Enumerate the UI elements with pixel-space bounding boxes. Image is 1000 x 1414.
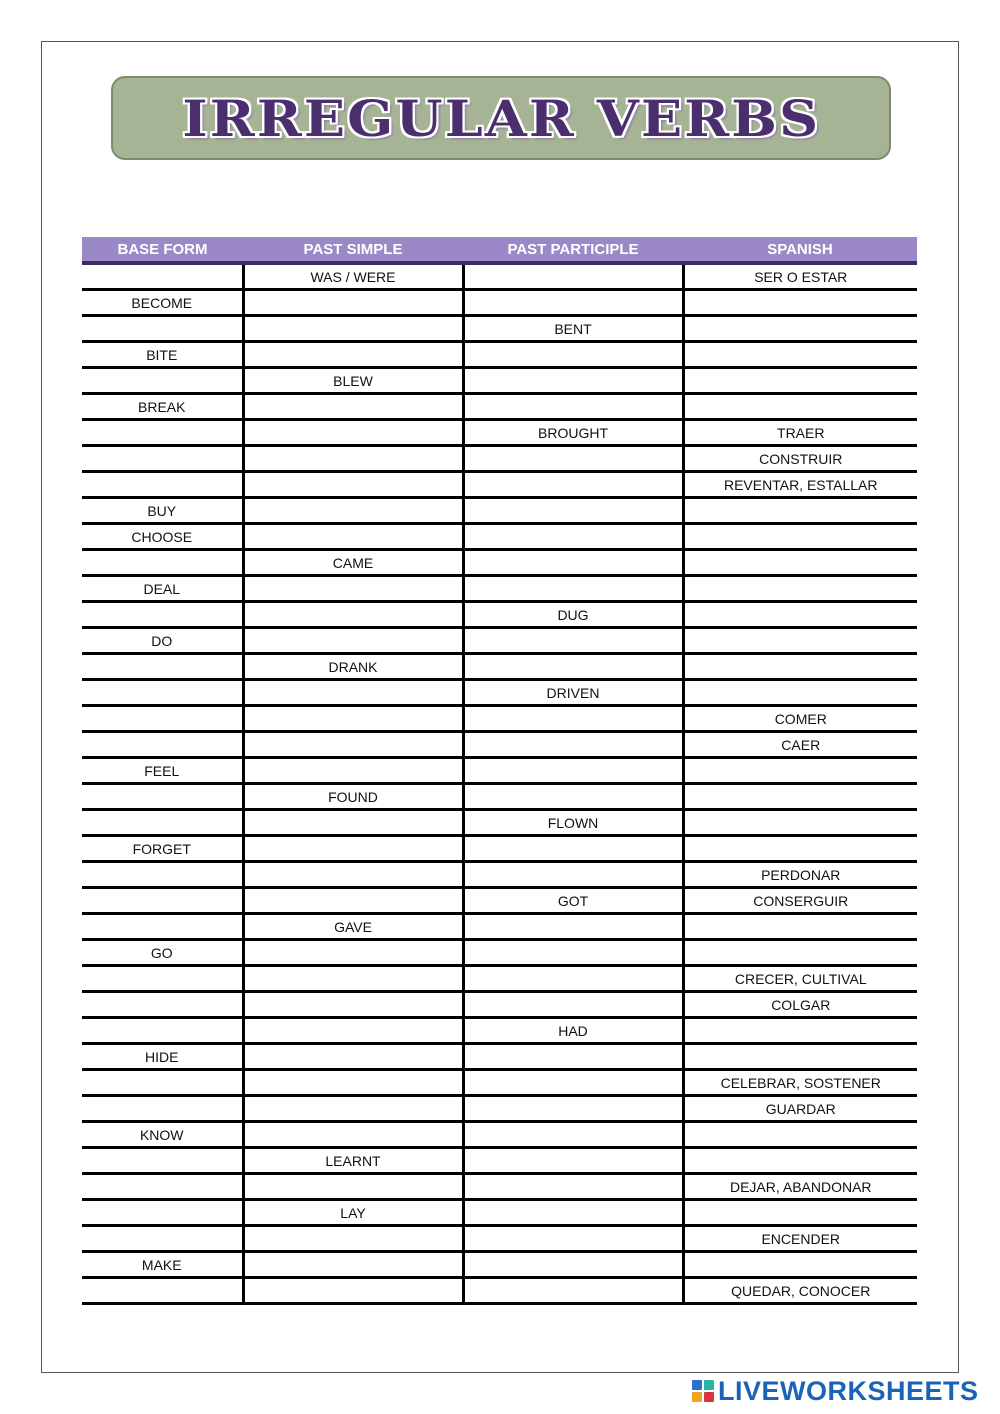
spanish-cell[interactable] <box>683 498 917 524</box>
base-form-cell: FORGET <box>82 836 243 862</box>
spanish-cell[interactable] <box>683 940 917 966</box>
base-form-cell[interactable] <box>82 1096 243 1122</box>
base-form-cell[interactable] <box>82 680 243 706</box>
past-simple-cell[interactable] <box>243 394 463 420</box>
spanish-cell: TRAER <box>683 420 917 446</box>
spanish-cell[interactable] <box>683 550 917 576</box>
spanish-cell[interactable] <box>683 1122 917 1148</box>
spanish-cell[interactable] <box>683 394 917 420</box>
past-participle-cell[interactable] <box>463 1070 683 1096</box>
spanish-cell[interactable] <box>683 628 917 654</box>
table-header-row <box>82 237 917 263</box>
table-row <box>82 862 917 888</box>
past-participle-cell[interactable] <box>463 446 683 472</box>
past-simple-cell[interactable] <box>243 862 463 888</box>
table-row <box>82 1226 917 1252</box>
past-participle-cell[interactable] <box>463 368 683 394</box>
base-form-cell[interactable] <box>82 1174 243 1200</box>
spanish-cell: SER O ESTAR <box>683 263 917 290</box>
past-simple-cell[interactable] <box>243 602 463 628</box>
base-form-cell[interactable] <box>82 654 243 680</box>
past-participle-cell[interactable] <box>463 1174 683 1200</box>
base-form-cell[interactable] <box>82 368 243 394</box>
base-form-cell[interactable] <box>82 966 243 992</box>
table-row <box>82 732 917 758</box>
spanish-cell: COMER <box>683 706 917 732</box>
past-participle-cell: GOT <box>463 888 683 914</box>
table-row <box>82 576 917 602</box>
past-simple-cell[interactable] <box>243 316 463 342</box>
spanish-cell: GUARDAR <box>683 1096 917 1122</box>
table-row <box>82 654 917 680</box>
base-form-cell[interactable] <box>82 472 243 498</box>
base-form-cell[interactable] <box>82 316 243 342</box>
past-simple-cell[interactable] <box>243 1018 463 1044</box>
spanish-cell[interactable] <box>683 914 917 940</box>
header-past-participle: PAST PARTICIPLE <box>463 237 683 263</box>
spanish-cell: CRECER, CULTIVAL <box>683 966 917 992</box>
past-participle-cell[interactable] <box>463 836 683 862</box>
past-participle-cell[interactable] <box>463 628 683 654</box>
past-simple-cell: LAY <box>243 1200 463 1226</box>
past-simple-cell: DRANK <box>243 654 463 680</box>
past-participle-cell[interactable] <box>463 784 683 810</box>
base-form-cell: BREAK <box>82 394 243 420</box>
past-participle-cell[interactable] <box>463 498 683 524</box>
table-row <box>82 940 917 966</box>
past-participle-cell[interactable] <box>463 706 683 732</box>
past-participle-cell[interactable] <box>463 1148 683 1174</box>
spanish-cell[interactable] <box>683 1148 917 1174</box>
table-row <box>82 342 917 368</box>
table-row <box>82 888 917 914</box>
past-participle-cell[interactable] <box>463 992 683 1018</box>
base-form-cell[interactable] <box>82 914 243 940</box>
base-form-cell: DEAL <box>82 576 243 602</box>
table-row <box>82 706 917 732</box>
past-participle-cell[interactable] <box>463 862 683 888</box>
table-row <box>82 420 917 446</box>
past-simple-cell[interactable] <box>243 1278 463 1304</box>
irregular-verbs-table <box>82 237 917 1305</box>
past-participle-cell[interactable] <box>463 1122 683 1148</box>
table-row <box>82 966 917 992</box>
spanish-cell: PERDONAR <box>683 862 917 888</box>
spanish-cell[interactable] <box>683 784 917 810</box>
past-simple-cell[interactable] <box>243 1226 463 1252</box>
table-row <box>82 368 917 394</box>
base-form-cell[interactable] <box>82 784 243 810</box>
past-simple-cell[interactable] <box>243 1252 463 1278</box>
spanish-cell[interactable] <box>683 290 917 316</box>
spanish-cell[interactable] <box>683 1200 917 1226</box>
page-title: IRREGULAR VERBS <box>182 88 820 148</box>
brand-name: LIVEWORKSHEETS <box>718 1375 979 1406</box>
past-simple-cell[interactable] <box>243 1044 463 1070</box>
past-simple-cell[interactable] <box>243 1070 463 1096</box>
base-form-cell[interactable] <box>82 810 243 836</box>
past-simple-cell[interactable] <box>243 472 463 498</box>
past-participle-cell[interactable] <box>463 524 683 550</box>
liveworksheets-logo-icon <box>692 1380 714 1402</box>
base-form-cell: HIDE <box>82 1044 243 1070</box>
past-simple-cell[interactable] <box>243 888 463 914</box>
past-participle-cell: BENT <box>463 316 683 342</box>
base-form-cell: CHOOSE <box>82 524 243 550</box>
table-row <box>82 472 917 498</box>
past-simple-cell: WAS / WERE <box>243 263 463 290</box>
past-simple-cell: BLEW <box>243 368 463 394</box>
table-row <box>82 446 917 472</box>
table-row <box>82 524 917 550</box>
table-row <box>82 628 917 654</box>
table-row <box>82 836 917 862</box>
table-row <box>82 550 917 576</box>
base-form-cell[interactable] <box>82 862 243 888</box>
past-simple-cell: FOUND <box>243 784 463 810</box>
spanish-cell[interactable] <box>683 342 917 368</box>
past-participle-cell[interactable] <box>463 394 683 420</box>
table-row <box>82 1174 917 1200</box>
past-simple-cell[interactable] <box>243 290 463 316</box>
base-form-cell[interactable] <box>82 1018 243 1044</box>
past-simple-cell: LEARNT <box>243 1148 463 1174</box>
spanish-cell[interactable] <box>683 810 917 836</box>
past-simple-cell: CAME <box>243 550 463 576</box>
base-form-cell[interactable] <box>82 732 243 758</box>
table-row <box>82 1148 917 1174</box>
base-form-cell[interactable] <box>82 888 243 914</box>
spanish-cell[interactable] <box>683 576 917 602</box>
base-form-cell[interactable] <box>82 420 243 446</box>
past-simple-cell[interactable] <box>243 966 463 992</box>
base-form-cell: GO <box>82 940 243 966</box>
past-simple-cell[interactable] <box>243 498 463 524</box>
table-row <box>82 1018 917 1044</box>
table-row <box>82 810 917 836</box>
past-participle-cell[interactable] <box>463 1252 683 1278</box>
past-participle-cell[interactable] <box>463 342 683 368</box>
table-row <box>82 290 917 316</box>
spanish-cell: CAER <box>683 732 917 758</box>
past-participle-cell: DRIVEN <box>463 680 683 706</box>
spanish-cell[interactable] <box>683 1252 917 1278</box>
spanish-cell: ENCENDER <box>683 1226 917 1252</box>
table-row <box>82 263 917 290</box>
base-form-cell[interactable] <box>82 992 243 1018</box>
title-banner <box>111 76 891 160</box>
base-form-cell: MAKE <box>82 1252 243 1278</box>
table-row <box>82 316 917 342</box>
past-participle-cell: HAD <box>463 1018 683 1044</box>
past-participle-cell: DUG <box>463 602 683 628</box>
table-row <box>82 498 917 524</box>
past-participle-cell[interactable] <box>463 940 683 966</box>
past-simple-cell[interactable] <box>243 732 463 758</box>
past-simple-cell[interactable] <box>243 420 463 446</box>
base-form-cell[interactable] <box>82 602 243 628</box>
spanish-cell[interactable] <box>683 1018 917 1044</box>
past-participle-cell[interactable] <box>463 290 683 316</box>
spanish-cell[interactable] <box>683 524 917 550</box>
past-simple-cell[interactable] <box>243 940 463 966</box>
past-simple-cell[interactable] <box>243 628 463 654</box>
spanish-cell[interactable] <box>683 602 917 628</box>
past-simple-cell[interactable] <box>243 446 463 472</box>
header-spanish: SPANISH <box>683 237 917 263</box>
spanish-cell[interactable] <box>683 368 917 394</box>
spanish-cell: CONSTRUIR <box>683 446 917 472</box>
past-participle-cell[interactable] <box>463 472 683 498</box>
base-form-cell[interactable] <box>82 446 243 472</box>
past-simple-cell: GAVE <box>243 914 463 940</box>
past-participle-cell[interactable] <box>463 550 683 576</box>
table-row <box>82 1122 917 1148</box>
spanish-cell: COLGAR <box>683 992 917 1018</box>
past-participle-cell[interactable] <box>463 263 683 290</box>
past-participle-cell[interactable] <box>463 966 683 992</box>
base-form-cell[interactable] <box>82 263 243 290</box>
past-participle-cell[interactable] <box>463 1200 683 1226</box>
base-form-cell: DO <box>82 628 243 654</box>
past-participle-cell[interactable] <box>463 732 683 758</box>
spanish-cell[interactable] <box>683 836 917 862</box>
base-form-cell[interactable] <box>82 706 243 732</box>
past-participle-cell: BROUGHT <box>463 420 683 446</box>
spanish-cell[interactable] <box>683 316 917 342</box>
past-participle-cell[interactable] <box>463 914 683 940</box>
base-form-cell: KNOW <box>82 1122 243 1148</box>
base-form-cell[interactable] <box>82 1070 243 1096</box>
past-participle-cell[interactable] <box>463 1278 683 1304</box>
spanish-cell: CELEBRAR, SOSTENER <box>683 1070 917 1096</box>
liveworksheets-brand <box>692 1375 979 1407</box>
table-row <box>82 992 917 1018</box>
past-simple-cell[interactable] <box>243 1174 463 1200</box>
base-form-cell[interactable] <box>82 1148 243 1174</box>
header-past-simple: PAST SIMPLE <box>243 237 463 263</box>
base-form-cell[interactable] <box>82 1200 243 1226</box>
spanish-cell: DEJAR, ABANDONAR <box>683 1174 917 1200</box>
past-simple-cell[interactable] <box>243 576 463 602</box>
table-row <box>82 1200 917 1226</box>
spanish-cell[interactable] <box>683 758 917 784</box>
past-simple-cell[interactable] <box>243 680 463 706</box>
table-row <box>82 680 917 706</box>
spanish-cell: QUEDAR, CONOCER <box>683 1278 917 1304</box>
past-participle-cell[interactable] <box>463 1226 683 1252</box>
past-simple-cell[interactable] <box>243 1122 463 1148</box>
base-form-cell[interactable] <box>82 1278 243 1304</box>
table-row <box>82 1044 917 1070</box>
past-participle-cell[interactable] <box>463 758 683 784</box>
table-row <box>82 784 917 810</box>
table-row <box>82 1070 917 1096</box>
base-form-cell: FEEL <box>82 758 243 784</box>
base-form-cell[interactable] <box>82 1226 243 1252</box>
table-row <box>82 758 917 784</box>
table-row <box>82 602 917 628</box>
base-form-cell: BITE <box>82 342 243 368</box>
past-simple-cell[interactable] <box>243 706 463 732</box>
past-simple-cell[interactable] <box>243 836 463 862</box>
past-simple-cell[interactable] <box>243 992 463 1018</box>
table-row <box>82 394 917 420</box>
past-participle-cell: FLOWN <box>463 810 683 836</box>
past-participle-cell[interactable] <box>463 654 683 680</box>
base-form-cell[interactable] <box>82 550 243 576</box>
table-row <box>82 1096 917 1122</box>
spanish-cell: CONSERGUIR <box>683 888 917 914</box>
header-base-form: BASE FORM <box>82 237 243 263</box>
spanish-cell: REVENTAR, ESTALLAR <box>683 472 917 498</box>
past-simple-cell[interactable] <box>243 524 463 550</box>
spanish-cell[interactable] <box>683 1044 917 1070</box>
past-simple-cell[interactable] <box>243 810 463 836</box>
spanish-cell[interactable] <box>683 680 917 706</box>
past-participle-cell[interactable] <box>463 1096 683 1122</box>
past-participle-cell[interactable] <box>463 1044 683 1070</box>
table-row <box>82 914 917 940</box>
table-row <box>82 1278 917 1304</box>
past-simple-cell[interactable] <box>243 758 463 784</box>
spanish-cell[interactable] <box>683 654 917 680</box>
base-form-cell: BUY <box>82 498 243 524</box>
past-participle-cell[interactable] <box>463 576 683 602</box>
base-form-cell: BECOME <box>82 290 243 316</box>
past-simple-cell[interactable] <box>243 1096 463 1122</box>
table-row <box>82 1252 917 1278</box>
past-simple-cell[interactable] <box>243 342 463 368</box>
